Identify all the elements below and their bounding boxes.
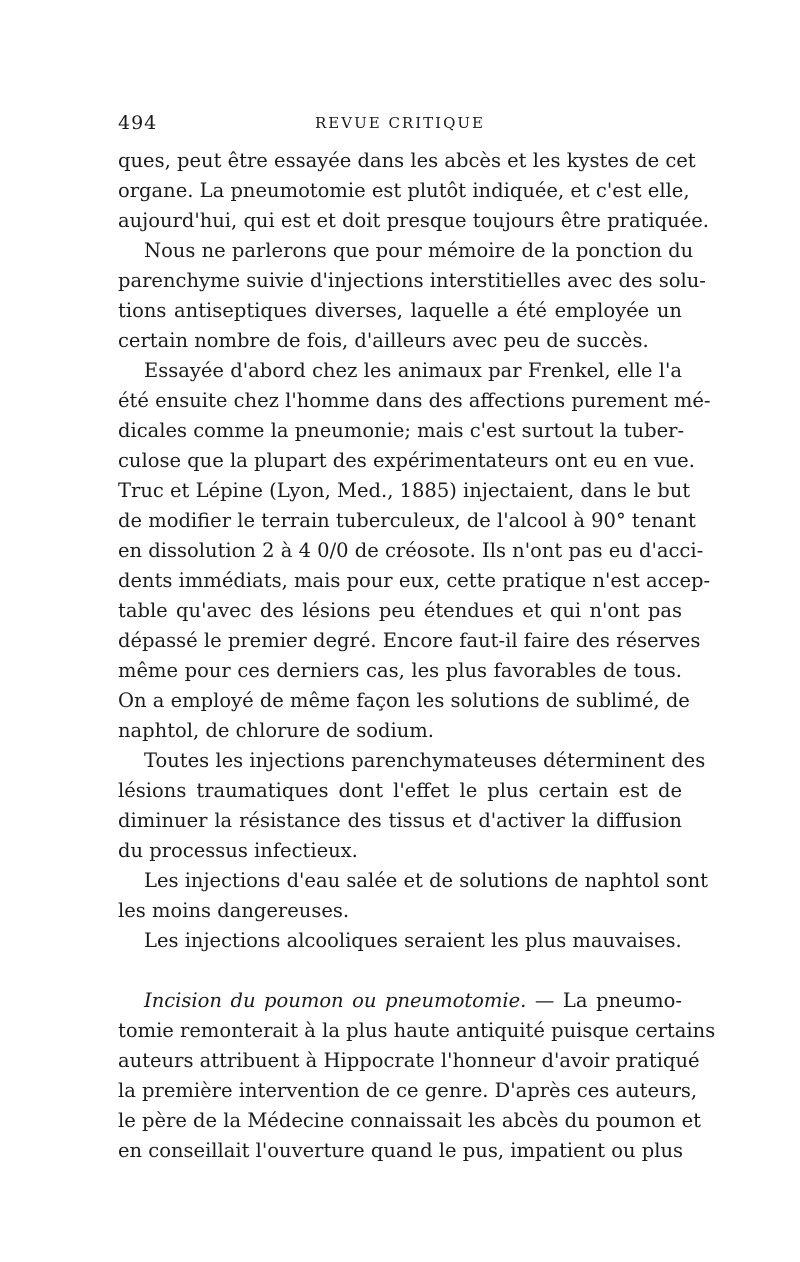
text-line: Essayée d'abord chez les animaux par Frenkel, elle l'a (144, 359, 682, 382)
text-line: table qu'avec des lésions peu étendues et qui n'ont pas (118, 599, 682, 622)
text-line: tions antiseptiques diverses, laquelle a été employée un (118, 299, 682, 322)
text-line: dépassé le premier degré. Encore faut-il faire des réserves (118, 629, 701, 652)
text-line: Nous ne parlerons que pour mémoire de la ponction du (144, 239, 694, 262)
text-line: organe. La pneumotomie est plutôt indiquée, et c'est elle, (118, 179, 690, 202)
text-line: en conseillait l'ouverture quand le pus, impatient ou plus (118, 1139, 684, 1162)
text-line: dicales comme la pneumonie; mais c'est surtout la tuber- (118, 419, 685, 442)
text-line: même pour ces derniers cas, les plus favorables de tous. (118, 659, 682, 682)
text-line: diminuer la résistance des tissus et d'activer la diffusion (118, 809, 682, 832)
text-line: Toutes les injections parenchymateuses déterminent des (144, 749, 706, 772)
section-title: Incision du poumon ou pneumotomie. (144, 989, 527, 1012)
text-line: du processus infectieux. (118, 839, 358, 862)
running-head: REVUE CRITIQUE (315, 114, 485, 132)
text-line: certain nombre de fois, d'ailleurs avec peu de succès. (118, 329, 649, 352)
text-line: On a employé de même façon les solutions de sublimé, de (118, 689, 690, 712)
section-title-continuation: — La pneumo- (526, 989, 682, 1012)
text-line: aujourd'hui, qui est et doit presque toujours être pratiquée. (118, 209, 709, 232)
text-line: tomie remonterait à la plus haute antiquité puisque certains (118, 1019, 716, 1042)
text-line: de modifier le terrain tuberculeux, de l'alcool à 90° tenant (118, 509, 696, 532)
text-line: les moins dangereuses. (118, 899, 350, 922)
text-line: la première intervention de ce genre. D'après ces auteurs, (118, 1079, 698, 1102)
text-line: dents immédiats, mais pour eux, cette pratique n'est accep- (118, 569, 711, 592)
text-line: Les injections alcooliques seraient les plus mauvaises. (144, 929, 682, 952)
text-line: ques, peut être essayée dans les abcès et les kystes de cet (118, 149, 696, 172)
text-line: en dissolution 2 à 4 0/0 de créosote. Ils n'ont pas eu d'acci- (118, 539, 704, 562)
text-line: naphtol, de chlorure de sodium. (118, 719, 434, 742)
text-line: le père de la Médecine connaissait les abcès du poumon et (118, 1109, 702, 1132)
text-line: été ensuite chez l'homme dans des affections purement mé- (118, 389, 711, 412)
section-heading-line (118, 986, 682, 1016)
text-line: lésions traumatiques dont l'effet le plus certain est de (118, 779, 682, 802)
page-number: 494 (118, 112, 158, 134)
book-page (118, 112, 716, 1166)
section-gap (118, 956, 682, 986)
text-line: parenchyme suivie d'injections interstitielles avec des solu- (118, 269, 706, 292)
text-line: Truc et Lépine (Lyon, Med., 1885) injectaient, dans le but (118, 479, 691, 502)
body-text (118, 146, 716, 1166)
text-line: culose que la plupart des expérimentateurs ont eu en vue. (118, 449, 695, 472)
page-header (118, 112, 682, 146)
text-line: auteurs attribuent à Hippocrate l'honneur d'avoir pratiqué (118, 1049, 700, 1072)
text-line: Les injections d'eau salée et de solutions de naphtol sont (144, 869, 709, 892)
